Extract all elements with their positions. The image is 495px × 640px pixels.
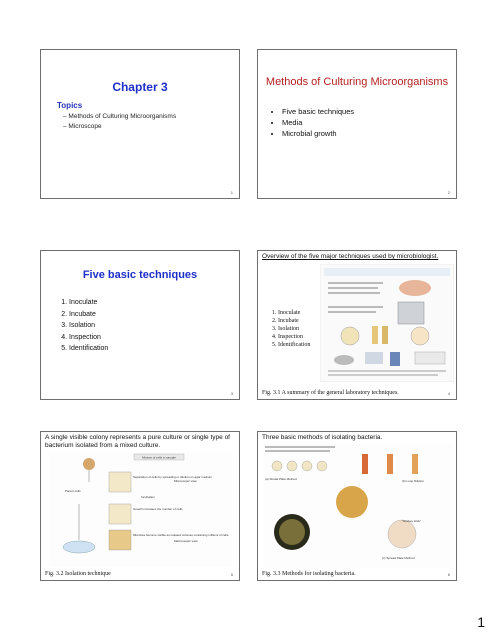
label-incubation: Incubation [141,495,155,499]
slide-2 [257,49,457,199]
slide-number: 2 [447,190,450,195]
slide-title: Five basic techniques [82,269,198,281]
topic-item: – Microscope [63,123,102,130]
page-number: 1 [477,614,485,630]
slide-number: 5 [230,572,233,577]
list-item: • Microbial growth [282,128,354,139]
topic-item: – Methods of Culturing Microorganisms [63,113,176,120]
isolation-figure [49,452,234,567]
list-item: 2. Incubate [69,309,108,321]
list-item: 2. Incubate [278,317,310,325]
technique-list [55,297,108,355]
label-mixture: Mixture of cells in sample [142,455,176,460]
list-item: 5. Identification [278,341,310,349]
list-item: 4. Inspection [69,332,108,344]
list-item: 1. Inoculate [69,297,108,309]
list-item: 4. Inspection [278,333,310,341]
list-item: 1. Inoculate [278,309,310,317]
technique-list [268,309,310,349]
slide-number: 4 [447,391,450,396]
list-item: • Five basic techniques [282,106,354,117]
label-streak: (a) Streak Plate Method [265,477,297,481]
slide-5 [40,431,240,581]
label-microscopic: Microscopic view [174,479,197,483]
slide-header: Three basic methods of isolating bacteria. [262,434,383,441]
figure-caption: Fig. 3.1 A summary of the general laboratory techniques. [262,390,399,396]
slide-title: Chapter 3 [112,80,168,94]
list-item: 3. Isolation [69,320,108,332]
slide-number: 3 [230,391,233,396]
label-growth: Growth increases the number of cells [133,507,183,511]
bullet-list [272,106,354,139]
figure-caption: Fig. 3.2 Isolation technique [45,571,111,577]
label-hockey-stick: "Hockey stick" [402,519,421,523]
list-item: 3. Isolation [278,325,310,333]
slide-4 [257,250,457,400]
list-item: • Media [282,117,354,128]
slide-title: Methods of Culturing Microorganisms [265,76,449,88]
figure-caption: Fig. 3.3 Methods for isolating bacteria. [262,571,356,577]
isolation-methods-figure [262,444,452,568]
label-spread-plate: (c) Spread Plate Method [382,556,415,560]
label-macroscopic: Macroscopic view [174,539,198,543]
slide-number: 6 [447,572,450,577]
slide-header: Overview of the five major techniques used by microbiologist. [262,253,439,260]
slide-header: A single visible colony represents a pure culture or single type of bacterium isolated from a mixed culture. [45,434,230,449]
slide-1 [40,49,240,199]
slide-number: 1 [230,190,233,195]
label-loop-dilution: (b) Loop Dilution [402,479,425,483]
list-item: 5. Identification [69,343,108,355]
label-colonies: Microbes become visible as isolated colonies containing millions of cells [133,533,229,537]
label-parent-cells: Parent cells [65,489,81,493]
slide-3 [40,250,240,400]
topics-heading: Topics [57,101,83,110]
slide-6 [257,431,457,581]
label-separation: Separation of cells by spreading or dilution on agar medium [133,475,213,479]
techniques-figure [320,264,454,382]
